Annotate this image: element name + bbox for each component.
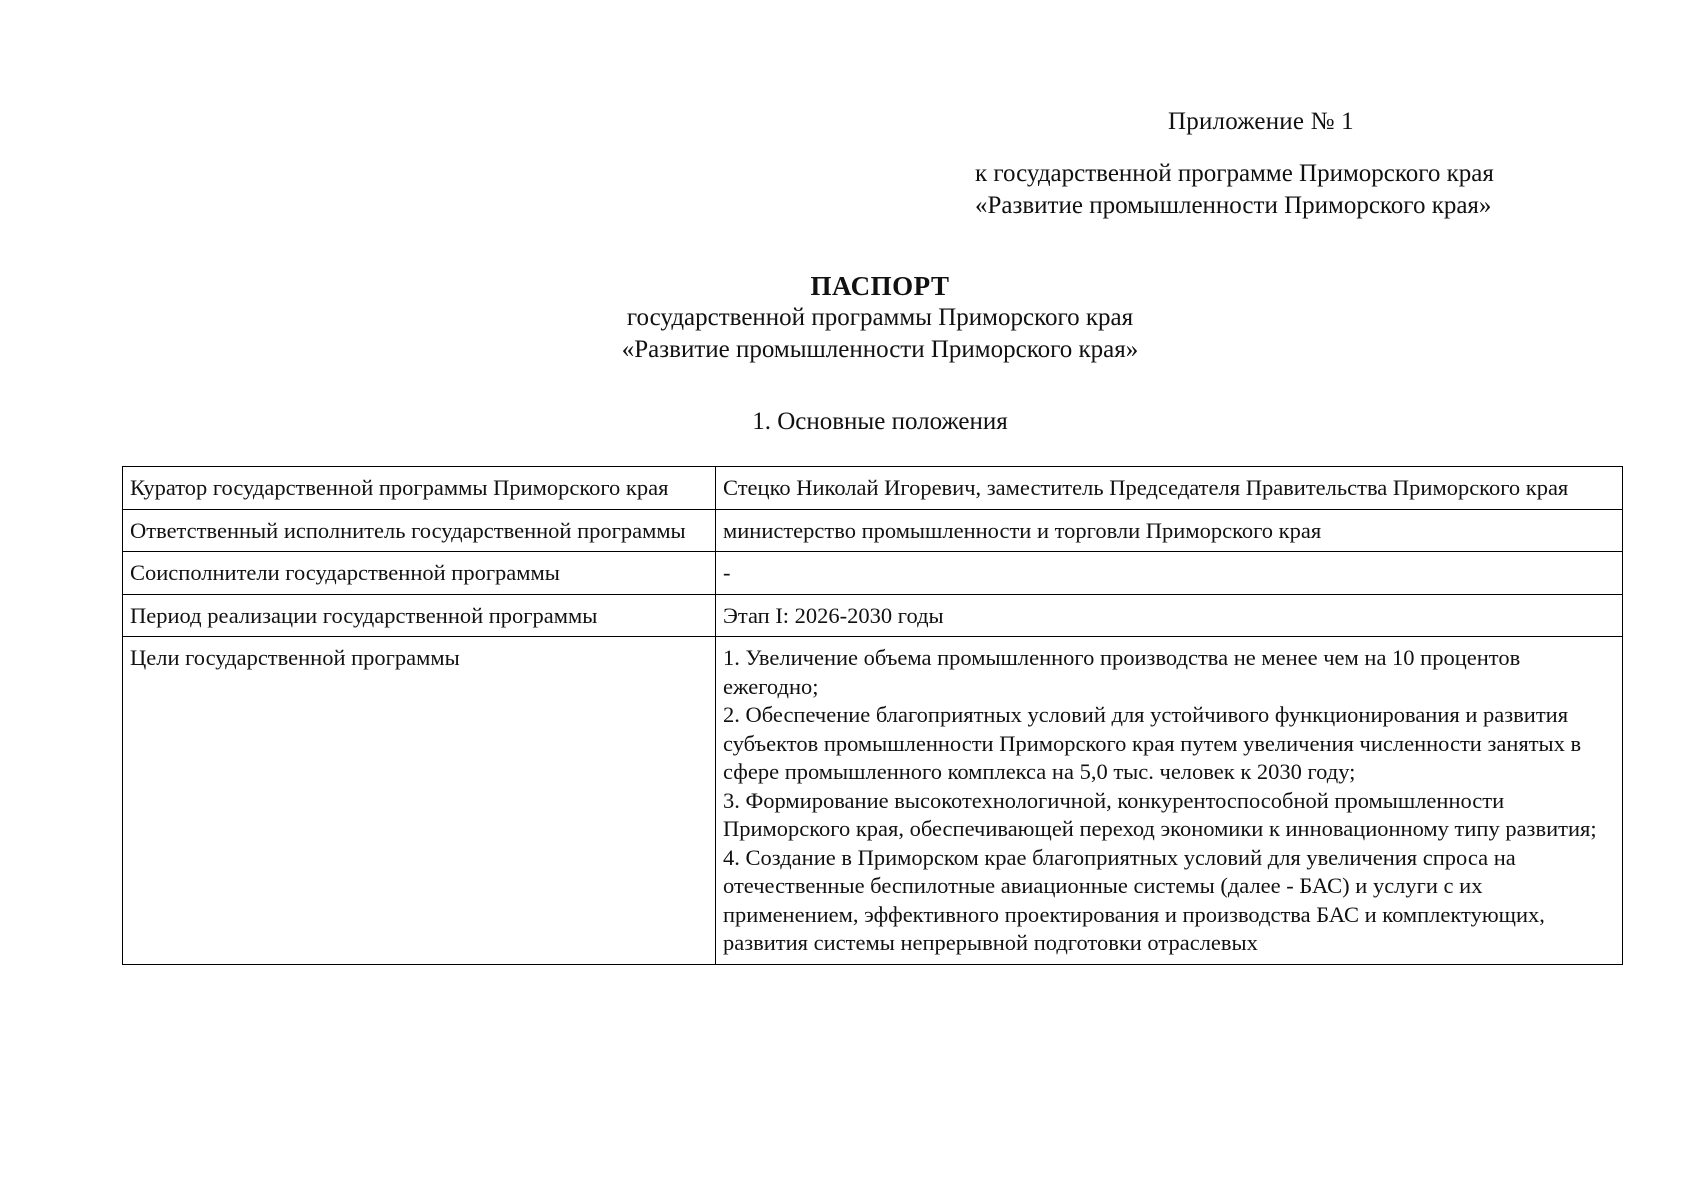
appendix-ref-line-2: «Развитие промышленности Приморского края»: [975, 192, 1492, 219]
row-label-goals: Цели государственной программы: [123, 637, 716, 965]
appendix-reference: [975, 158, 1494, 222]
row-value-goals: [716, 637, 1623, 965]
table-row: [123, 594, 1623, 637]
row-label-responsible-executor: Ответственный исполнитель государственной программы: [123, 509, 716, 552]
appendix-label: Приложение № 1: [1168, 108, 1354, 135]
goal-item-4: 4. Создание в Приморском крае благоприятных условий для увеличения спроса на отечественные беспилотные авиационные системы (далее - БАС) и услуги с их применением, эффективного проектирования и производства БАС и комплектующих, развития системы непрерывной подготовки отраслевых: [723, 844, 1545, 955]
table-row: [123, 467, 1623, 510]
table-row: [123, 637, 1623, 965]
row-label-period: Период реализации государственной программы: [123, 594, 716, 637]
table-row: [123, 552, 1623, 595]
document-subtitle-line-1: государственной программы Приморского края: [626, 304, 1134, 331]
document-subtitle-line-2: «Развитие промышленности Приморского края»: [621, 336, 1139, 363]
document-title-block: [0, 270, 1701, 366]
row-label-curator: Куратор государственной программы Приморского края: [123, 467, 716, 510]
appendix-ref-line-1: к государственной программе Приморского края: [975, 160, 1494, 187]
section-heading: 1. Основные положения: [752, 408, 1008, 435]
row-value-responsible-executor: министерство промышленности и торговли Приморского края: [716, 509, 1623, 552]
document-title: ПАСПОРТ: [810, 271, 950, 301]
passport-table: [122, 466, 1623, 965]
goal-item-2: 2. Обеспечение благоприятных условий для устойчивого функционирования и развития субъектов промышленности Приморского края путем увеличения численности занятых в сфере промышленного комплекса на 5,0 тыс. человек к 2030 году;: [723, 702, 1582, 784]
row-value-co-executors: -: [716, 552, 1623, 595]
row-label-co-executors: Соисполнители государственной программы: [123, 552, 716, 595]
table-row: [123, 509, 1623, 552]
row-value-period: Этап I: 2026-2030 годы: [716, 594, 1623, 637]
goal-item-3: 3. Формирование высокотехнологичной, конкурентоспособной промышленности Приморского края, обеспечивающей переход экономики к инновационному типу развития;: [723, 787, 1597, 841]
goal-item-1: 1. Увеличение объема промышленного производства не менее чем на 10 процентов ежегодно;: [723, 645, 1521, 699]
row-value-curator: Стецко Николай Игоревич, заместитель Председателя Правительства Приморского края: [716, 467, 1623, 510]
